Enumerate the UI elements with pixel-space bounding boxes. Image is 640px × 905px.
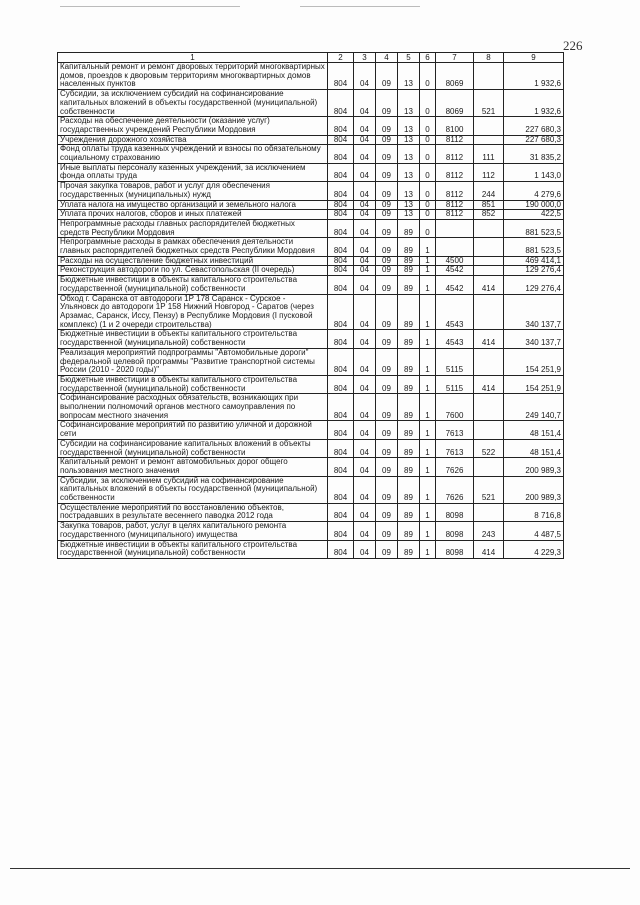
- row-cell-col-6: 1: [420, 522, 436, 540]
- row-cell-col-4: 09: [376, 182, 398, 200]
- row-cell-col-4: 09: [376, 256, 398, 266]
- row-cell-col-3: 04: [354, 117, 376, 135]
- table-row: [58, 540, 564, 558]
- row-cell-col-5: 89: [398, 294, 420, 330]
- row-cell-col-8: [474, 63, 504, 90]
- row-cell-col-2: 804: [328, 503, 354, 521]
- row-cell-col-3: 04: [354, 522, 376, 540]
- row-description: Реализация мероприятий подпрограммы "Автомобильные дороги" федеральной целевой программы "Развитие транспортной системы России (2010 - 2020 годы)": [58, 348, 328, 375]
- row-cell-col-2: 804: [328, 476, 354, 503]
- row-description: Капитальный ремонт и ремонт автомобильных дорог общего пользования местного значения: [58, 458, 328, 476]
- table-row: [58, 219, 564, 237]
- row-cell-col-4: 09: [376, 276, 398, 294]
- row-cell-col-6: 0: [420, 200, 436, 210]
- table-row: [58, 182, 564, 200]
- table-row: [58, 503, 564, 521]
- page-number: 226: [563, 38, 583, 53]
- row-cell-col-3: 04: [354, 458, 376, 476]
- row-cell-col-2: 804: [328, 238, 354, 256]
- row-cell-col-7: 8112: [436, 135, 474, 145]
- row-cell-col-5: 13: [398, 163, 420, 181]
- row-cell-col-7: 8112: [436, 200, 474, 210]
- scan-artifact-line: [60, 6, 240, 7]
- row-cell-col-7: 4500: [436, 256, 474, 266]
- row-cell-col-7: 8112: [436, 210, 474, 220]
- row-cell-col-7: 8112: [436, 182, 474, 200]
- table-row: [58, 163, 564, 181]
- column-header: 1: [58, 53, 328, 63]
- row-cell-col-4: 09: [376, 375, 398, 393]
- row-description: Бюджетные инвестиции в объекты капитального строительства государственной (муниципальной) собственности: [58, 540, 328, 558]
- row-cell-col-2: 804: [328, 266, 354, 276]
- row-cell-col-6: 0: [420, 219, 436, 237]
- row-cell-col-2: 804: [328, 458, 354, 476]
- row-description: Субсидии, за исключением субсидий на софинансирование капитальных вложений в объекты государственной (муниципальной) собственности: [58, 476, 328, 503]
- row-cell-col-5: 89: [398, 439, 420, 457]
- row-cell-col-2: 804: [328, 375, 354, 393]
- row-cell-col-7: 4543: [436, 330, 474, 348]
- row-description: Уплата налога на имущество организаций и земельного налога: [58, 200, 328, 210]
- row-cell-col-2: 804: [328, 117, 354, 135]
- row-cell-col-3: 04: [354, 375, 376, 393]
- row-cell-col-4: 09: [376, 458, 398, 476]
- row-cell-col-9: 4 229,3: [504, 540, 564, 558]
- row-cell-col-7: 4543: [436, 294, 474, 330]
- table-row: [58, 348, 564, 375]
- row-cell-col-8: [474, 238, 504, 256]
- row-cell-col-9: 129 276,4: [504, 276, 564, 294]
- row-cell-col-5: 13: [398, 182, 420, 200]
- row-cell-col-7: 7626: [436, 458, 474, 476]
- column-header: 3: [354, 53, 376, 63]
- row-description: Капитальный ремонт и ремонт дворовых территорий многоквартирных домов, проездов к дворовым территориям многоквартирных домов населенных пунктов: [58, 63, 328, 90]
- table-body: [58, 63, 564, 559]
- row-cell-col-9: 200 989,3: [504, 476, 564, 503]
- row-cell-col-3: 04: [354, 163, 376, 181]
- row-cell-col-9: 31 835,2: [504, 145, 564, 163]
- row-cell-col-9: 881 523,5: [504, 238, 564, 256]
- row-cell-col-4: 09: [376, 200, 398, 210]
- row-cell-col-4: 09: [376, 135, 398, 145]
- row-cell-col-6: 0: [420, 182, 436, 200]
- row-cell-col-8: 414: [474, 375, 504, 393]
- row-cell-col-2: 804: [328, 219, 354, 237]
- table-row: [58, 476, 564, 503]
- table-row: [58, 90, 564, 117]
- row-cell-col-9: 129 276,4: [504, 266, 564, 276]
- row-cell-col-3: 04: [354, 200, 376, 210]
- row-cell-col-4: 09: [376, 294, 398, 330]
- column-header: 4: [376, 53, 398, 63]
- row-cell-col-3: 04: [354, 256, 376, 266]
- row-cell-col-4: 09: [376, 348, 398, 375]
- row-cell-col-6: 1: [420, 266, 436, 276]
- table-row: [58, 458, 564, 476]
- row-cell-col-4: 09: [376, 394, 398, 421]
- row-description: Расходы на обеспечение деятельности (оказание услуг) государственных учреждений Республики Мордовия: [58, 117, 328, 135]
- row-cell-col-2: 804: [328, 294, 354, 330]
- row-description: Фонд оплаты труда казенных учреждений и взносы по обязательному социальному страхованию: [58, 145, 328, 163]
- row-cell-col-7: [436, 238, 474, 256]
- row-cell-col-5: 89: [398, 522, 420, 540]
- row-cell-col-5: 89: [398, 266, 420, 276]
- table-row: [58, 238, 564, 256]
- row-cell-col-9: 154 251,9: [504, 348, 564, 375]
- row-cell-col-7: 5115: [436, 348, 474, 375]
- row-cell-col-4: 09: [376, 330, 398, 348]
- row-cell-col-2: 804: [328, 210, 354, 220]
- row-cell-col-8: [474, 294, 504, 330]
- row-cell-col-9: 8 716,8: [504, 503, 564, 521]
- row-cell-col-4: 09: [376, 90, 398, 117]
- row-cell-col-7: 4542: [436, 266, 474, 276]
- row-cell-col-9: 422,5: [504, 210, 564, 220]
- row-cell-col-5: 13: [398, 135, 420, 145]
- row-cell-col-2: 804: [328, 135, 354, 145]
- row-cell-col-7: 7600: [436, 394, 474, 421]
- scan-artifact-line: [300, 6, 420, 7]
- row-cell-col-6: 0: [420, 63, 436, 90]
- row-cell-col-5: 89: [398, 394, 420, 421]
- row-description: Непрограммные расходы главных распорядителей бюджетных средств Республики Мордовия: [58, 219, 328, 237]
- row-cell-col-6: 1: [420, 276, 436, 294]
- row-description: Осуществление мероприятий по восстановлению объектов, пострадавших в результате весеннего паводка 2012 года: [58, 503, 328, 521]
- row-cell-col-8: 851: [474, 200, 504, 210]
- row-cell-col-9: 1 932,6: [504, 63, 564, 90]
- row-cell-col-9: 227 680,3: [504, 135, 564, 145]
- row-cell-col-8: 111: [474, 145, 504, 163]
- row-cell-col-2: 804: [328, 394, 354, 421]
- row-cell-col-7: 8098: [436, 503, 474, 521]
- row-cell-col-4: 09: [376, 238, 398, 256]
- table-row: [58, 276, 564, 294]
- column-header: 5: [398, 53, 420, 63]
- table-row: [58, 117, 564, 135]
- row-cell-col-9: 154 251,9: [504, 375, 564, 393]
- row-cell-col-2: 804: [328, 200, 354, 210]
- row-description: Непрограммные расходы в рамках обеспечения деятельности главных распорядителей бюджетных средств Республики Мордовия: [58, 238, 328, 256]
- row-cell-col-3: 04: [354, 90, 376, 117]
- row-cell-col-2: 804: [328, 276, 354, 294]
- row-cell-col-8: 521: [474, 476, 504, 503]
- row-cell-col-5: 89: [398, 476, 420, 503]
- row-cell-col-3: 04: [354, 421, 376, 439]
- row-description: Бюджетные инвестиции в объекты капитального строительства государственной (муниципальной) собственности: [58, 276, 328, 294]
- row-cell-col-4: 09: [376, 266, 398, 276]
- row-cell-col-5: 13: [398, 210, 420, 220]
- table-row: [58, 522, 564, 540]
- row-cell-col-4: 09: [376, 210, 398, 220]
- row-cell-col-8: [474, 266, 504, 276]
- row-cell-col-5: 89: [398, 348, 420, 375]
- row-cell-col-6: 1: [420, 238, 436, 256]
- row-cell-col-2: 804: [328, 540, 354, 558]
- row-cell-col-8: [474, 219, 504, 237]
- row-cell-col-9: 1 143,0: [504, 163, 564, 181]
- row-description: Иные выплаты персоналу казенных учреждений, за исключением фонда оплаты труда: [58, 163, 328, 181]
- row-cell-col-7: 4542: [436, 276, 474, 294]
- row-cell-col-4: 09: [376, 476, 398, 503]
- row-cell-col-4: 09: [376, 439, 398, 457]
- row-description: Субсидии, за исключением субсидий на софинансирование капитальных вложений в объекты государственной (муниципальной) собственности: [58, 90, 328, 117]
- row-cell-col-8: [474, 135, 504, 145]
- row-cell-col-7: 8069: [436, 90, 474, 117]
- row-cell-col-5: 89: [398, 219, 420, 237]
- row-cell-col-6: 1: [420, 348, 436, 375]
- row-cell-col-3: 04: [354, 219, 376, 237]
- row-cell-col-8: [474, 348, 504, 375]
- row-cell-col-8: 414: [474, 330, 504, 348]
- row-description: Бюджетные инвестиции в объекты капитального строительства государственной (муниципальной) собственности: [58, 375, 328, 393]
- row-cell-col-6: 0: [420, 210, 436, 220]
- row-cell-col-5: 13: [398, 63, 420, 90]
- row-cell-col-3: 04: [354, 348, 376, 375]
- row-cell-col-6: 1: [420, 394, 436, 421]
- row-cell-col-5: 89: [398, 503, 420, 521]
- row-cell-col-2: 804: [328, 439, 354, 457]
- row-cell-col-8: [474, 458, 504, 476]
- row-cell-col-2: 804: [328, 163, 354, 181]
- column-header: 9: [504, 53, 564, 63]
- row-cell-col-5: 89: [398, 540, 420, 558]
- row-cell-col-7: 5115: [436, 375, 474, 393]
- row-cell-col-7: 7613: [436, 421, 474, 439]
- row-description: Бюджетные инвестиции в объекты капитального строительства государственной (муниципальной) собственности: [58, 330, 328, 348]
- row-cell-col-8: [474, 421, 504, 439]
- row-description: Расходы на осуществление бюджетных инвестиций: [58, 256, 328, 266]
- row-cell-col-2: 804: [328, 90, 354, 117]
- row-cell-col-7: 8112: [436, 145, 474, 163]
- row-cell-col-5: 13: [398, 90, 420, 117]
- row-cell-col-8: [474, 394, 504, 421]
- row-cell-col-5: 89: [398, 421, 420, 439]
- row-cell-col-3: 04: [354, 210, 376, 220]
- row-cell-col-3: 04: [354, 276, 376, 294]
- row-cell-col-5: 89: [398, 375, 420, 393]
- row-cell-col-8: 521: [474, 90, 504, 117]
- row-cell-col-3: 04: [354, 135, 376, 145]
- footer-divider: [10, 868, 630, 869]
- row-description: Обход г. Саранска от автодороги 1Р 178 Саранск - Сурское - Ульяновск до автодороги 1Р 158 Нижний Новгород - Саратов (через Арзамас, Саранск, Иссу, Пензу) в Республике Мордовия (I пусковой комплекс) (1 и 2 очереди строительства): [58, 294, 328, 330]
- row-cell-col-9: 469 414,1: [504, 256, 564, 266]
- row-description: Прочая закупка товаров, работ и услуг для обеспечения государственных (муниципальных) нужд: [58, 182, 328, 200]
- row-cell-col-3: 04: [354, 238, 376, 256]
- row-cell-col-9: 4 279,6: [504, 182, 564, 200]
- row-cell-col-8: [474, 503, 504, 521]
- row-cell-col-6: 1: [420, 439, 436, 457]
- row-cell-col-8: 522: [474, 439, 504, 457]
- row-cell-col-3: 04: [354, 266, 376, 276]
- row-cell-col-4: 09: [376, 522, 398, 540]
- row-cell-col-6: 1: [420, 330, 436, 348]
- row-cell-col-8: 414: [474, 276, 504, 294]
- row-cell-col-6: 0: [420, 135, 436, 145]
- row-cell-col-3: 04: [354, 439, 376, 457]
- row-cell-col-7: 8098: [436, 540, 474, 558]
- row-description: Софинансирование мероприятий по развитию уличной и дорожной сети: [58, 421, 328, 439]
- table-row: [58, 439, 564, 457]
- row-cell-col-6: 1: [420, 421, 436, 439]
- row-cell-col-9: 249 140,7: [504, 394, 564, 421]
- row-cell-col-8: 112: [474, 163, 504, 181]
- row-cell-col-5: 13: [398, 117, 420, 135]
- column-header: 6: [420, 53, 436, 63]
- table-row: [58, 330, 564, 348]
- row-cell-col-7: 8112: [436, 163, 474, 181]
- table-row: [58, 375, 564, 393]
- row-cell-col-7: 8098: [436, 522, 474, 540]
- row-cell-col-6: 1: [420, 503, 436, 521]
- row-cell-col-2: 804: [328, 330, 354, 348]
- table-row: [58, 421, 564, 439]
- row-cell-col-5: 13: [398, 200, 420, 210]
- row-cell-col-9: 4 487,5: [504, 522, 564, 540]
- row-cell-col-6: 1: [420, 476, 436, 503]
- row-cell-col-4: 09: [376, 219, 398, 237]
- row-cell-col-4: 09: [376, 421, 398, 439]
- row-cell-col-4: 09: [376, 145, 398, 163]
- table-row: [58, 63, 564, 90]
- row-cell-col-8: 243: [474, 522, 504, 540]
- row-cell-col-8: 244: [474, 182, 504, 200]
- row-cell-col-3: 04: [354, 182, 376, 200]
- row-cell-col-3: 04: [354, 476, 376, 503]
- column-header: 8: [474, 53, 504, 63]
- row-description: Реконструкция автодороги по ул. Севастопольская (II очередь): [58, 266, 328, 276]
- row-cell-col-2: 804: [328, 421, 354, 439]
- row-cell-col-9: 48 151,4: [504, 439, 564, 457]
- row-cell-col-8: 414: [474, 540, 504, 558]
- table-row: [58, 145, 564, 163]
- row-cell-col-4: 09: [376, 117, 398, 135]
- budget-table: [57, 52, 564, 559]
- table-row: [58, 394, 564, 421]
- row-cell-col-9: 881 523,5: [504, 219, 564, 237]
- row-cell-col-4: 09: [376, 540, 398, 558]
- row-cell-col-9: 1 932,6: [504, 90, 564, 117]
- row-cell-col-8: [474, 117, 504, 135]
- row-cell-col-5: 89: [398, 330, 420, 348]
- row-cell-col-6: 0: [420, 163, 436, 181]
- row-cell-col-9: 340 137,7: [504, 330, 564, 348]
- row-cell-col-7: 8100: [436, 117, 474, 135]
- row-cell-col-5: 89: [398, 256, 420, 266]
- row-cell-col-6: 1: [420, 458, 436, 476]
- column-header: 7: [436, 53, 474, 63]
- row-cell-col-2: 804: [328, 145, 354, 163]
- row-cell-col-2: 804: [328, 63, 354, 90]
- column-header: 2: [328, 53, 354, 63]
- row-cell-col-2: 804: [328, 256, 354, 266]
- row-cell-col-6: 1: [420, 256, 436, 266]
- row-description: Субсидии на софинансирование капитальных вложений в объекты государственной (муниципальной) собственности: [58, 439, 328, 457]
- row-cell-col-3: 04: [354, 394, 376, 421]
- row-cell-col-6: 0: [420, 117, 436, 135]
- row-cell-col-6: 1: [420, 294, 436, 330]
- row-cell-col-3: 04: [354, 330, 376, 348]
- row-cell-col-6: 0: [420, 90, 436, 117]
- table-row: [58, 294, 564, 330]
- row-cell-col-7: 7626: [436, 476, 474, 503]
- row-cell-col-6: 0: [420, 145, 436, 163]
- row-cell-col-5: 89: [398, 458, 420, 476]
- row-cell-col-9: 190 000,0: [504, 200, 564, 210]
- table-header-row: [58, 53, 564, 63]
- row-description: Уплата прочих налогов, сборов и иных платежей: [58, 210, 328, 220]
- row-cell-col-4: 09: [376, 163, 398, 181]
- row-cell-col-9: 200 989,3: [504, 458, 564, 476]
- row-cell-col-3: 04: [354, 294, 376, 330]
- row-cell-col-9: 48 151,4: [504, 421, 564, 439]
- row-cell-col-4: 09: [376, 503, 398, 521]
- row-cell-col-5: 89: [398, 276, 420, 294]
- row-cell-col-3: 04: [354, 63, 376, 90]
- row-cell-col-2: 804: [328, 348, 354, 375]
- row-cell-col-3: 04: [354, 503, 376, 521]
- row-cell-col-2: 804: [328, 522, 354, 540]
- row-cell-col-5: 89: [398, 238, 420, 256]
- row-cell-col-7: 7613: [436, 439, 474, 457]
- row-cell-col-6: 1: [420, 540, 436, 558]
- row-description: Закупка товаров, работ, услуг в целях капитального ремонта государственного (муниципального) имущества: [58, 522, 328, 540]
- row-cell-col-9: 227 680,3: [504, 117, 564, 135]
- row-cell-col-3: 04: [354, 145, 376, 163]
- row-cell-col-8: [474, 256, 504, 266]
- row-description: Учреждения дорожного хозяйства: [58, 135, 328, 145]
- row-cell-col-5: 13: [398, 145, 420, 163]
- row-cell-col-7: [436, 219, 474, 237]
- row-cell-col-9: 340 137,7: [504, 294, 564, 330]
- row-cell-col-4: 09: [376, 63, 398, 90]
- row-description: Софинансирование расходных обязательств, возникающих при выполнении полномочий органов местного самоуправления по вопросам местного значения: [58, 394, 328, 421]
- row-cell-col-7: 8069: [436, 63, 474, 90]
- row-cell-col-3: 04: [354, 540, 376, 558]
- row-cell-col-6: 1: [420, 375, 436, 393]
- row-cell-col-2: 804: [328, 182, 354, 200]
- table-row: [58, 210, 564, 220]
- row-cell-col-8: 852: [474, 210, 504, 220]
